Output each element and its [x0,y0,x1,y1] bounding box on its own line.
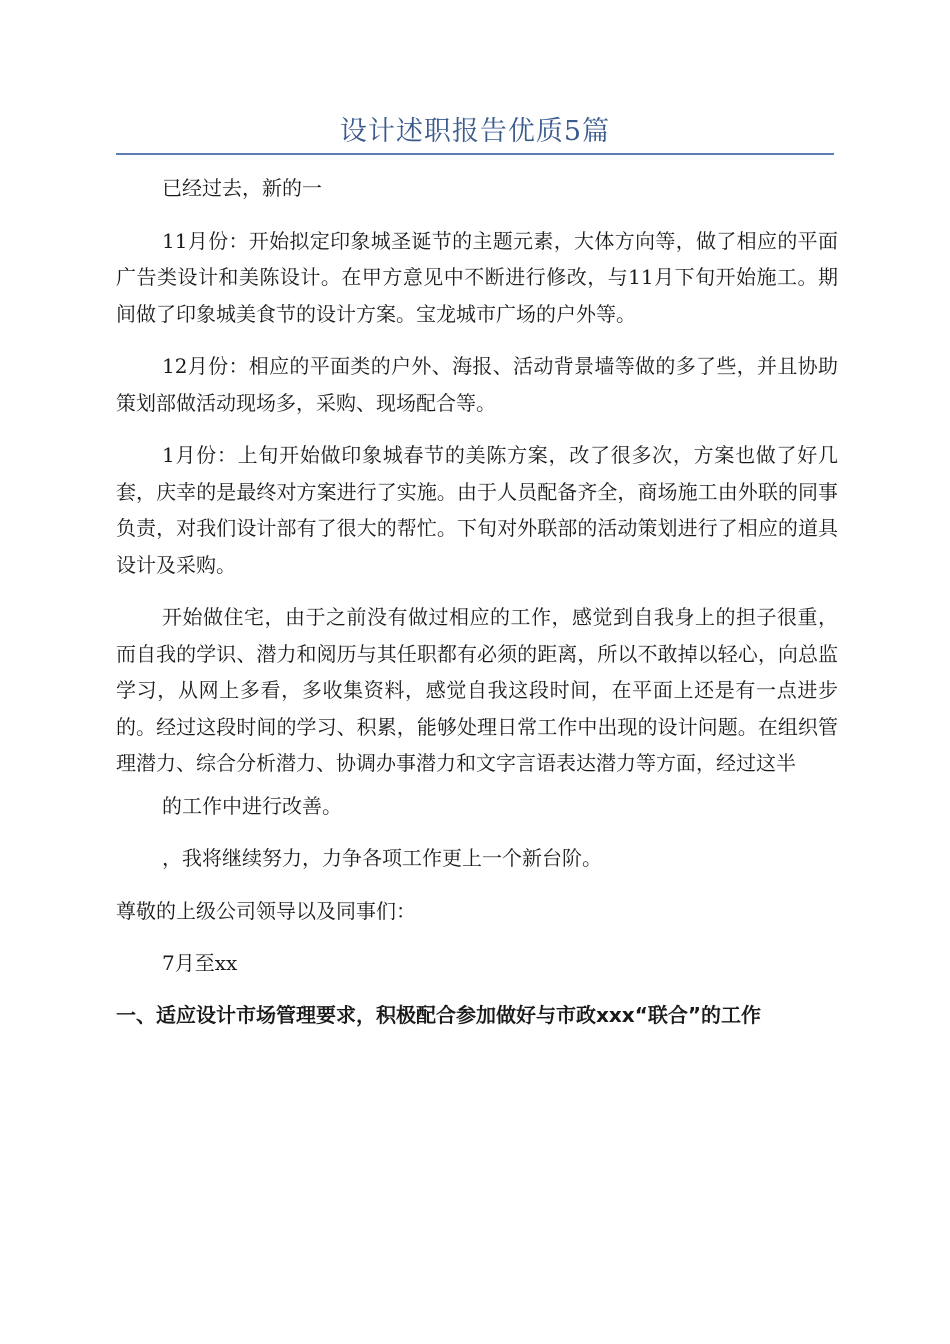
section-heading: 一、适应设计市场管理要求，积极配合参加做好与市政xxx“联合”的工作 [116,1002,761,1027]
paragraph-continue: ，我将继续努力，力争各项工作更上一个新台阶。 [162,846,602,870]
paragraph-november: 11月份：开始拟定印象城圣诞节的主题元素，大体方向等，做了相应的平面广告类设计和美陈设计。在甲方意见中不断进行修改，与11月下旬开始施工。期间做了印象城美食节的设计方案。宝龙城市广场的户外等。 [116,228,838,326]
paragraph-residential: 开始做住宅，由于之前没有做过相应的工作，感觉到自我身上的担子很重，而自我的学识、潜力和阅历与其任职都有必须的距离，所以不敢掉以轻心，向总监学习，从网上多看，多收集资料，感觉自我这段时间，在平面上还是有一点进步的。经过这段时间的学习、积累，能够处理日常工作中出现的设计问题。在组织管理潜力、综合分析潜力、协调办事潜力和文字言语表达潜力等方面，经过这半 [116,605,838,775]
paragraph-january: 1月份：上旬开始做印象城春节的美陈方案，改了很多次，方案也做了好几套，庆幸的是最终对方案进行了实施。由于人员配备齐全，商场施工由外联的同事负责，对我们设计部有了很大的帮忙。下旬对外联部的活动策划进行了相应的道具设计及采购。 [116,443,838,577]
document-title: 设计述职报告优质5篇 [339,116,611,147]
paragraph-improve: 的工作中进行改善。 [162,793,342,818]
paragraph-date: 7月至xx [162,951,238,975]
title-underline [116,153,834,155]
document-body [116,170,838,1032]
paragraph-salutation: 尊敬的上级公司领导以及同事们： [116,898,416,923]
paragraph-december: 12月份：相应的平面类的户外、海报、活动背景墙等做的多了些，并且协助策划部做活动现场多，采购、现场配合等。 [116,354,838,415]
paragraph-intro: 已经过去，新的一 [162,176,322,200]
